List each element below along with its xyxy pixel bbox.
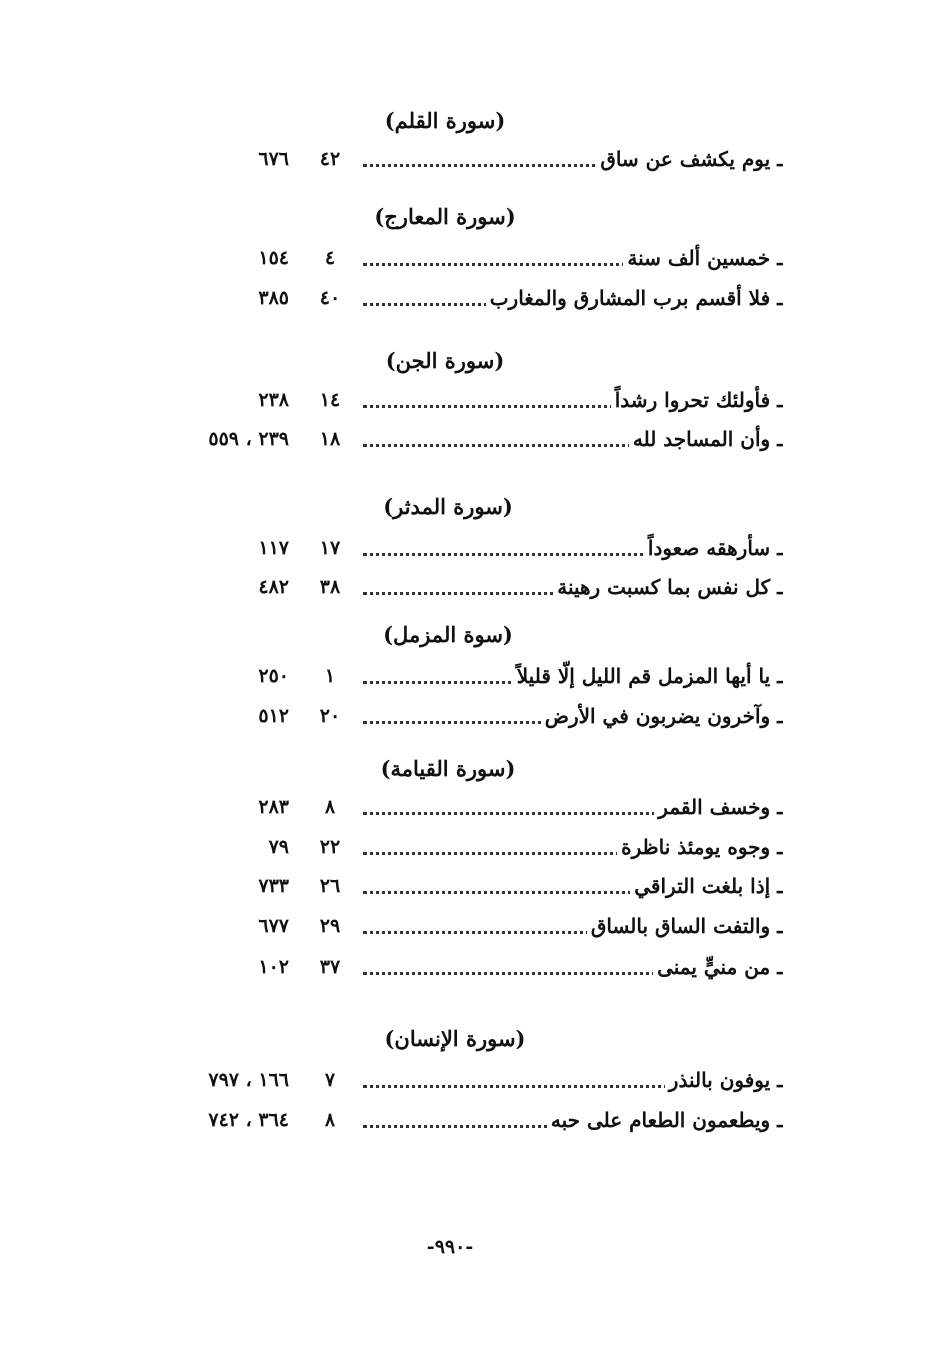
sura-title: (سورة المدثر): [383, 494, 513, 519]
page-numbers: ٢٥٠: [258, 665, 289, 687]
verse-text: [363, 790, 783, 824]
page-numbers: ٤٨٢: [258, 576, 289, 598]
page-numbers: ٢٣٨: [258, 389, 289, 411]
index-entry: [0, 790, 929, 824]
verse-text: [363, 570, 783, 604]
verse-text: [363, 830, 783, 864]
ayah-number: ١٧: [319, 537, 341, 559]
index-entry: [0, 142, 929, 176]
sura-title: (سوة المزمل): [383, 622, 513, 647]
index-entry: [0, 531, 929, 565]
verse-label: ـ كل نفس بما كسبت رهينة: [553, 575, 783, 599]
index-entry: [0, 570, 929, 604]
verse-label: ـ وخسف القمر: [654, 795, 783, 819]
verse-label: ـ إذا بلغت التراقي: [630, 874, 783, 898]
ayah-number: ٨: [324, 796, 336, 818]
verse-text: [363, 531, 783, 565]
page-numbers: ٦٧٧: [258, 915, 289, 937]
verse-label: ـ يوفون بالنذر: [665, 1068, 783, 1092]
verse-label: ـ فأولئك تحروا رشداً: [611, 388, 783, 412]
index-entry: [0, 422, 929, 456]
index-entry: [0, 281, 929, 315]
ayah-number: ٤٢: [319, 148, 341, 170]
page-numbers: ٥١٢: [258, 705, 289, 727]
verse-label: ـ فلا أقسم برب المشارق والمغارب: [486, 286, 783, 310]
verse-text: [363, 909, 783, 943]
index-entry: [0, 909, 929, 943]
verse-label: ـ سأرهقه صعوداً: [644, 536, 783, 560]
page-numbers: ١٠٢: [258, 956, 289, 978]
verse-text: [363, 383, 783, 417]
ayah-number: ١٤: [319, 389, 341, 411]
sura-title: (سورة القلم): [384, 108, 506, 133]
verse-label: ـ وأن المساجد لله: [629, 427, 783, 451]
index-entry: [0, 1063, 929, 1097]
index-entry: [0, 383, 929, 417]
index-entry: [0, 869, 929, 903]
index-entry: [0, 830, 929, 864]
verse-label: ـ وآخرون يضربون في الأرض: [541, 704, 783, 728]
ayah-number: ٢٦: [319, 875, 341, 897]
verse-text: [363, 1063, 783, 1097]
index-entry: [0, 950, 929, 984]
verse-text: [363, 142, 783, 176]
page-numbers: ٧٩: [268, 836, 289, 858]
ayah-number: ١: [324, 665, 336, 687]
verse-text: [363, 281, 783, 315]
page-numbers: ١٦٦ ، ٧٩٧: [208, 1069, 289, 1091]
ayah-number: ٢٩: [319, 915, 341, 937]
verse-text: [363, 1103, 783, 1137]
ayah-number: ٣٨: [319, 576, 341, 598]
page-numbers: ٣٦٤ ، ٧٤٢: [208, 1109, 289, 1131]
page-numbers: ٧٣٣: [258, 875, 289, 897]
verse-text: [363, 699, 783, 733]
verse-label: ـ يا أيها المزمل قم الليل إلّا قليلاً: [513, 664, 783, 688]
page-numbers: ١١٧: [258, 537, 289, 559]
ayah-number: ٤: [324, 247, 336, 269]
index-entry: [0, 699, 929, 733]
page-number-footer: -٩٩٠-: [426, 1236, 474, 1258]
ayah-number: ٣٧: [319, 956, 341, 978]
page-numbers: ١٥٤: [258, 247, 289, 269]
page-numbers: ٢٨٣: [258, 796, 289, 818]
verse-text: [363, 422, 783, 456]
page-numbers: ٣٨٥: [258, 287, 289, 309]
sura-title: (سورة الجن): [385, 348, 505, 373]
ayah-number: ٨: [324, 1109, 336, 1131]
ayah-number: ٧: [324, 1069, 336, 1091]
verse-text: [363, 659, 783, 693]
verse-label: ـ من منيٍّ يمنى: [653, 955, 783, 979]
index-entry: [0, 659, 929, 693]
ayah-number: ١٨: [319, 428, 341, 450]
verse-label: ـ ويطعمون الطعام على حبه: [547, 1108, 783, 1132]
verse-label: ـ وجوه يومئذ ناظرة: [617, 835, 783, 859]
sura-title: (سورة القيامة): [380, 756, 516, 781]
verse-label: ـ خمسين ألف سنة: [623, 246, 783, 270]
ayah-number: ٢٠: [319, 705, 341, 727]
sura-title: (سورة الإنسان): [384, 1026, 526, 1051]
verse-label: ـ والتفت الساق بالساق: [587, 914, 783, 938]
index-entry: [0, 1103, 929, 1137]
ayah-number: ٤٠: [319, 287, 341, 309]
verse-text: [363, 869, 783, 903]
verse-text: [363, 950, 783, 984]
page-numbers: ٦٧٦: [258, 148, 289, 170]
page-numbers: ٢٣٩ ، ٥٥٩: [208, 428, 289, 450]
verse-label: ـ يوم يكشف عن ساق: [596, 147, 783, 171]
sura-title: (سورة المعارج): [374, 204, 516, 229]
ayah-number: ٢٢: [319, 836, 341, 858]
index-entry: [0, 241, 929, 275]
verse-text: [363, 241, 783, 275]
